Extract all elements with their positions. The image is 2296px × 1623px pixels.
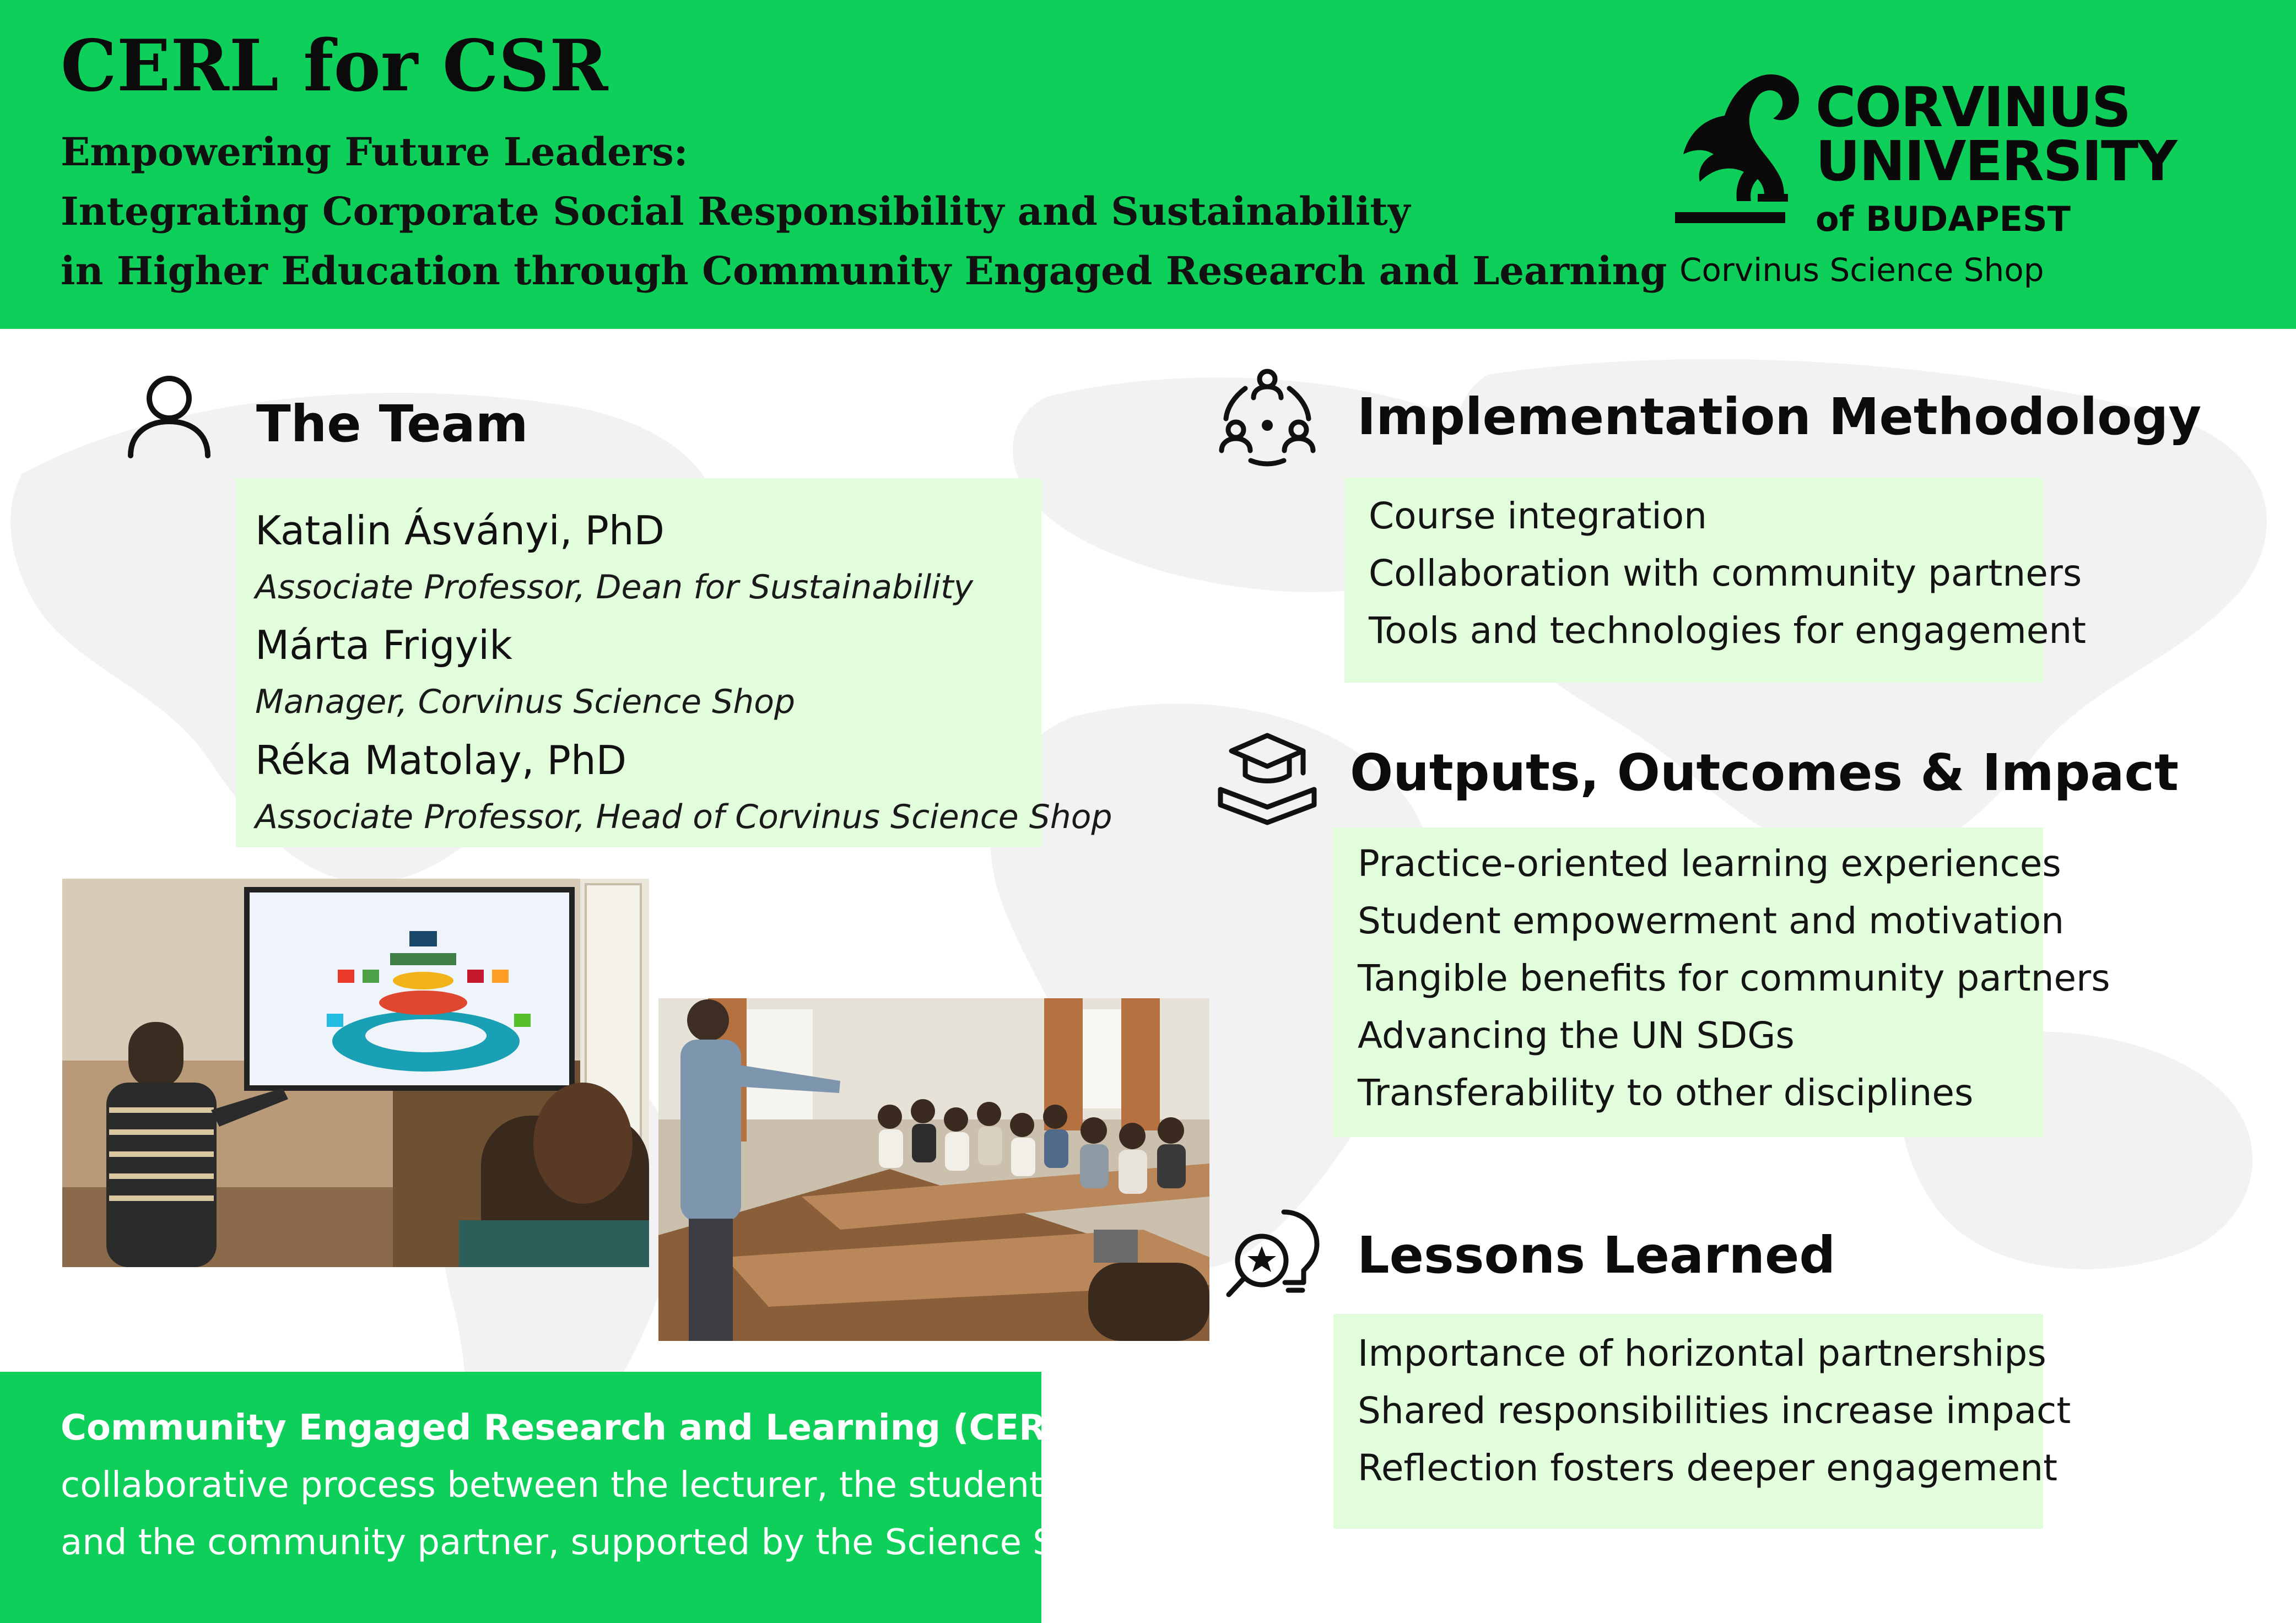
member-name: Réka Matolay, PhD bbox=[255, 737, 627, 783]
logo-name-line1: CORVINUS bbox=[1816, 75, 2130, 139]
implementation-box bbox=[1344, 478, 2087, 683]
list-item: Importance of horizontal partnerships bbox=[1358, 1332, 2046, 1375]
lightbulb-search-icon bbox=[1223, 1207, 1322, 1306]
community-network-icon bbox=[1215, 364, 1320, 468]
list-item: Advancing the UN SDGs bbox=[1358, 1014, 1795, 1057]
subtitle-line: in Higher Education through Community Engaged Research and Learning bbox=[61, 248, 1667, 294]
subtitle-line: Empowering Future Leaders: bbox=[61, 129, 688, 175]
implementation-heading: Implementation Methodology bbox=[1357, 387, 2202, 446]
logo-unit-name: Corvinus Science Shop bbox=[1679, 251, 2044, 289]
list-item: Collaboration with community partners bbox=[1369, 552, 2082, 594]
corvinus-logo bbox=[1675, 66, 2226, 297]
member-name: Márta Frigyik bbox=[255, 622, 512, 668]
cerl-definition-box bbox=[0, 1372, 1133, 1623]
outputs-heading: Outputs, Outcomes & Impact bbox=[1350, 743, 2179, 802]
subtitle-line: Integrating Corporate Social Responsibility and Sustainability bbox=[61, 188, 1411, 234]
person-icon bbox=[124, 372, 215, 460]
list-item: Reflection fosters deeper engagement bbox=[1358, 1447, 2057, 1489]
cerl-definition-line: and the community partner, supported by the Science Shop. bbox=[61, 1522, 1133, 1563]
lecture-photo-illustration bbox=[62, 879, 649, 1267]
list-item: Practice-oriented learning experiences bbox=[1358, 842, 2061, 885]
list-item: Tangible benefits for community partners bbox=[1358, 957, 2110, 999]
cerl-definition bbox=[61, 1399, 1133, 1571]
header-banner bbox=[0, 0, 2296, 329]
list-item: Course integration bbox=[1369, 495, 1707, 537]
team-heading: The Team bbox=[256, 394, 528, 453]
member-role: Associate Professor, Dean for Sustainability bbox=[255, 568, 974, 607]
outputs-box bbox=[1333, 827, 2110, 1137]
team-box bbox=[236, 478, 1112, 847]
cerl-definition-line: collaborative process between the lecturer, the students bbox=[61, 1465, 1062, 1506]
corvinus-raven-icon bbox=[1675, 66, 1802, 237]
list-item: Shared responsibilities increase impact bbox=[1358, 1389, 2071, 1432]
lecture-photo bbox=[62, 879, 649, 1267]
member-role: Associate Professor, Head of Corvinus Science Shop bbox=[255, 798, 1112, 836]
cerl-term: Community Engaged Research and Learning (CERL) bbox=[61, 1408, 1085, 1448]
graduation-book-icon bbox=[1215, 730, 1320, 829]
member-name: Katalin Ásványi, PhD bbox=[255, 507, 665, 554]
logo-city: of BUDAPEST bbox=[1816, 199, 2071, 239]
classroom-photo-illustration bbox=[658, 998, 1209, 1341]
list-item: Tools and technologies for engagement bbox=[1369, 609, 2087, 652]
list-item: Student empowerment and motivation bbox=[1358, 900, 2065, 942]
lessons-heading: Lessons Learned bbox=[1357, 1226, 1836, 1285]
poster-subtitle bbox=[61, 122, 1667, 301]
poster-title: CERL for CSR bbox=[61, 25, 608, 107]
member-role: Manager, Corvinus Science Shop bbox=[255, 683, 796, 721]
lessons-box bbox=[1333, 1314, 2071, 1529]
classroom-photo bbox=[658, 998, 1209, 1341]
logo-name-line2: UNIVERSITY bbox=[1816, 129, 2176, 193]
list-item: Transferability to other disciplines bbox=[1358, 1072, 1974, 1114]
cerl-colon: : bbox=[1084, 1408, 1097, 1448]
